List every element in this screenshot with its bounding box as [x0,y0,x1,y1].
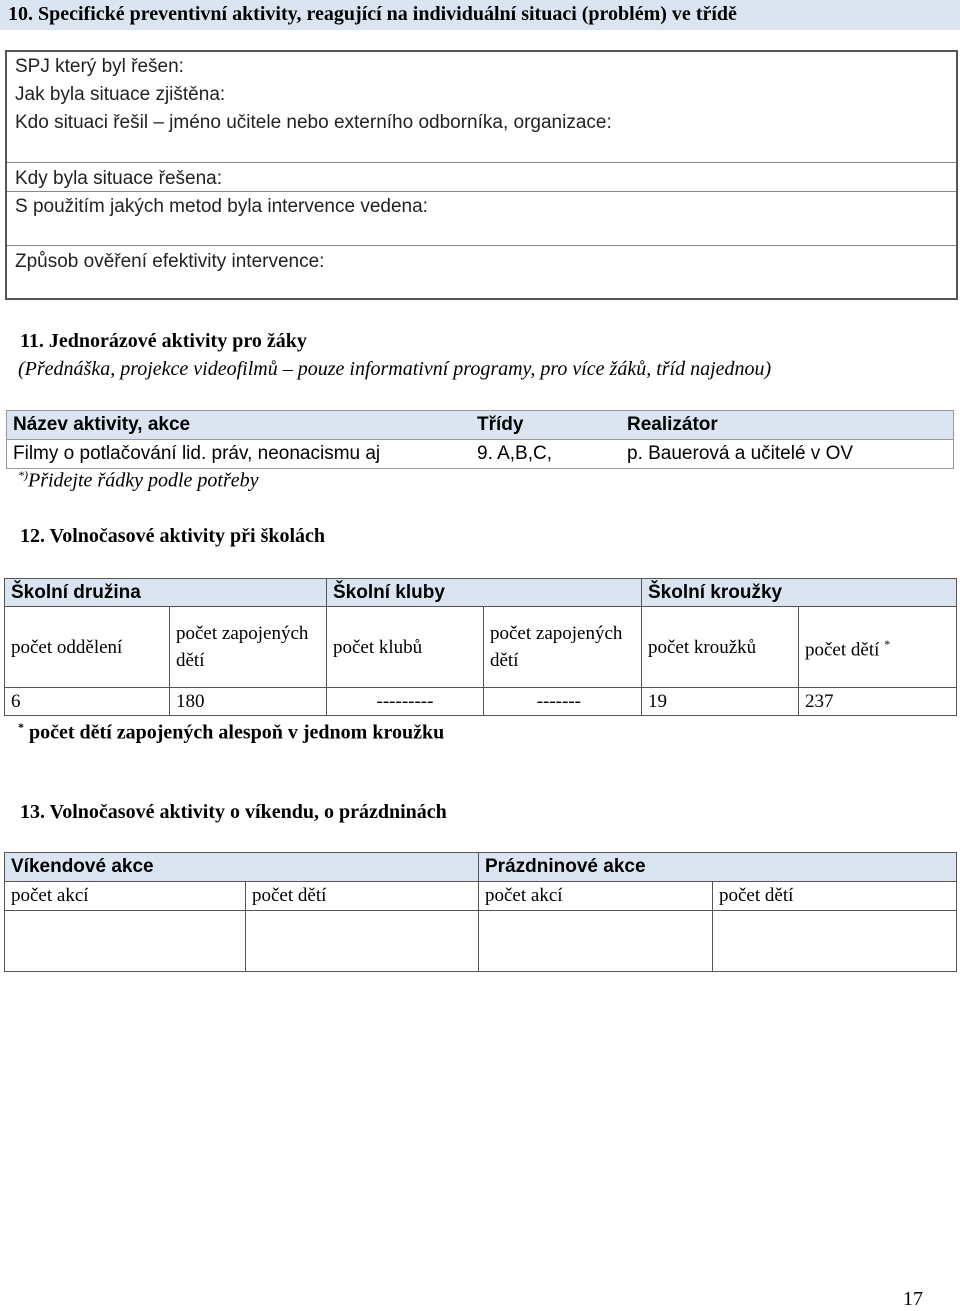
subheader-holiday-children: počet dětí [713,882,957,911]
activity-classes: 9. A,B,C, [477,443,552,464]
field-label-how-found: Jak byla situace zjištěna: [15,84,226,105]
one-time-activities-table [6,410,954,469]
footnote-mark: * [18,720,24,734]
group-header-school-clubs: Školní kluby [327,579,642,607]
table-row [7,440,954,469]
subheader-children-involved: počet zapojených dětí [484,607,642,688]
form-divider [7,192,956,246]
table-row [5,911,957,972]
field-label-spj: SPJ který byl řešen: [15,56,184,77]
footnote-text: Přidejte řádky podle potřeby [28,469,259,492]
table-subheader-row [5,882,957,911]
subheader-departments: počet oddělení [5,607,170,688]
column-header-organizer: Realizátor [621,411,954,440]
subheader-children [799,607,957,688]
footnote-mark: * [884,636,891,651]
subheader-weekend-children: počet dětí [246,882,479,911]
section-10-form [5,50,958,300]
empty-cell [479,911,713,972]
activity-name: Filmy o potlačování lid. práv, neonacismu aj [13,443,381,464]
field-label-methods: S použitím jakých metod byla intervence vedena: [15,196,428,217]
weekend-holiday-activities-table [4,852,957,972]
table-row [5,688,957,716]
section-11-note [18,468,259,493]
group-header-weekend: Víkendové akce [5,853,479,882]
section-12-title: 12. Volnočasové aktivity při školách [20,525,326,547]
column-header-classes: Třídy [471,411,621,440]
page-number: 17 [903,1288,923,1310]
table-subheader-row [5,607,957,688]
empty-cell [5,911,246,972]
footnote-text: počet dětí zapojených alespoň v jednom kroužku [29,721,445,744]
value-clubs: --------- [327,688,484,716]
value-children-involved: 180 [170,688,327,716]
form-divider [7,52,956,163]
group-header-holiday: Prázdninové akce [479,853,957,882]
table-header-row [5,853,957,882]
group-header-school-club: Školní družina [5,579,327,607]
value-circle-children: 237 [799,688,957,716]
section-13-title: 13. Volnočasové aktivity o víkendu, o prázdninách [20,801,447,823]
column-header-activity: Název aktivity, akce [7,411,472,440]
leisure-activities-table [4,578,957,716]
field-label-who-solved: Kdo situaci řešil – jméno učitele nebo externího odborníka, organizace: [15,112,612,133]
subheader-weekend-events: počet akcí [5,882,246,911]
field-label-when-solved: Kdy byla situace řešena: [15,168,223,189]
value-club-children: ------- [484,688,642,716]
subheader-circles: počet kroužků [642,607,799,688]
section-10-title: 10. Specifické preventivní aktivity, reagující na individuální situaci (problém) ve třídě [0,0,960,30]
footnote-mark: *) [18,468,28,482]
subheader-children-label: počet dětí [805,639,880,661]
value-departments: 6 [5,688,170,716]
section-12-note [18,720,444,745]
table-header-row [5,579,957,607]
value-circles: 19 [642,688,799,716]
field-label-effectiveness: Způsob ověření efektivity intervence: [15,251,325,272]
subheader-children-involved: počet zapojených dětí [170,607,327,688]
section-11-subtitle: (Přednáška, projekce videofilmů – pouze informativní programy, pro více žáků, tříd najednou) [18,358,772,380]
empty-cell [713,911,957,972]
subheader-holiday-events: počet akcí [479,882,713,911]
table-header-row [7,411,954,440]
form-divider [7,163,956,192]
section-11-title: 11. Jednorázové aktivity pro žáky [20,330,307,352]
activity-organizer: p. Bauerová a učitelé v OV [627,443,854,464]
subheader-clubs: počet klubů [327,607,484,688]
group-header-school-circles: Školní kroužky [642,579,957,607]
empty-cell [246,911,479,972]
